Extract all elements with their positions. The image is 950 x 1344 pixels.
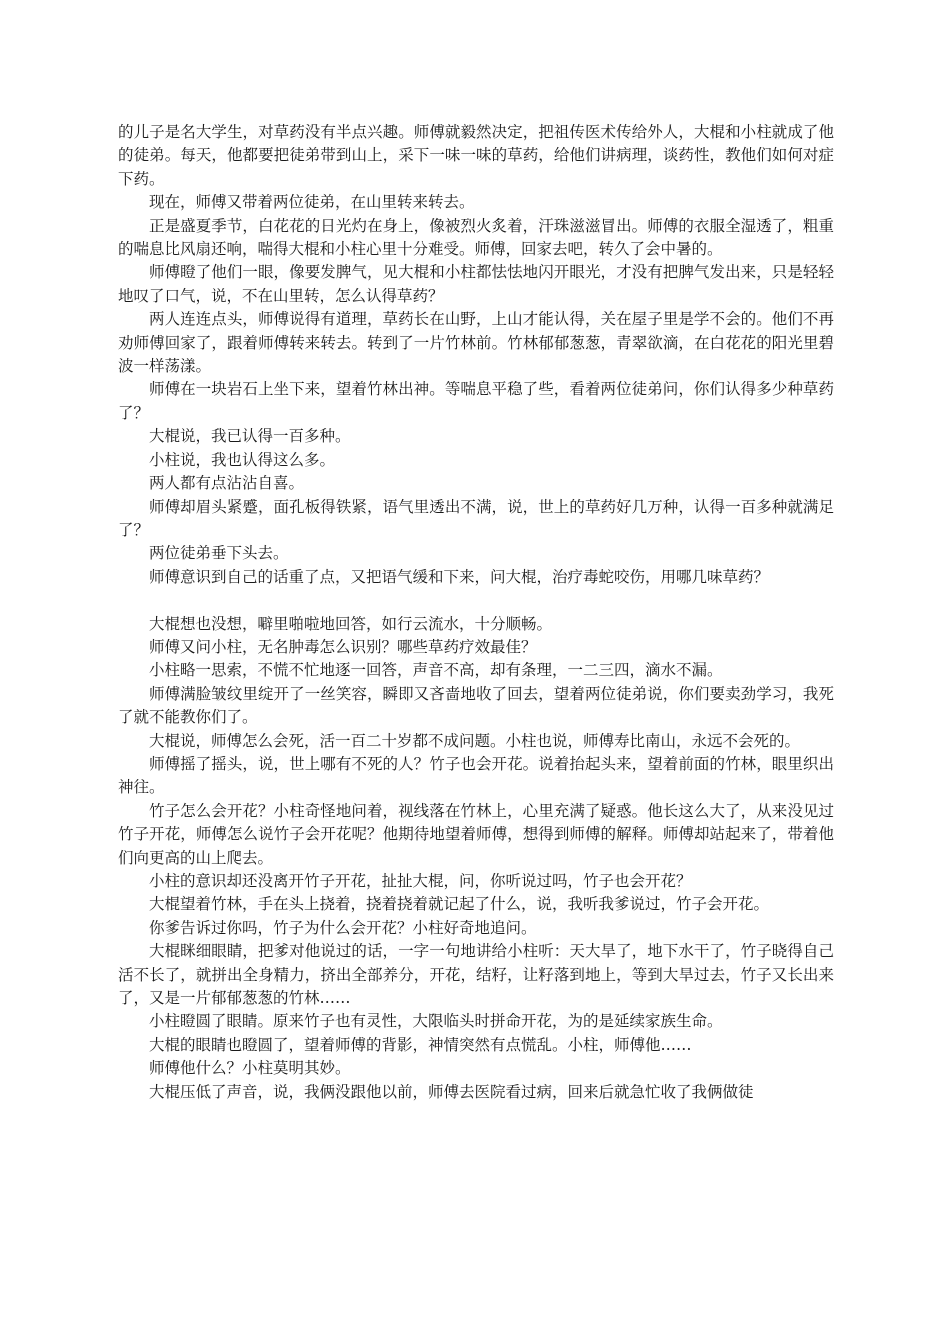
paragraph: 小柱说，我也认得这么多。 [149,450,336,469]
paragraph: 两位徒弟垂下头去。 [149,544,289,563]
paragraph-gap [118,589,834,612]
paragraph: 大棍的眼睛也瞪圆了，望着师傅的背影，神情突然有点慌乱。小柱，师傅他…… [149,1035,692,1054]
paragraph: 竹子怎么会开花？小柱奇怪地问着，视线落在竹林上，心里充满了疑惑。他长这么大了，从来没见过竹子开花，师傅怎么说竹子会开花呢？他期待地望着师傅，想得到师傅的解释。师傅却站起来了，带着他们向更高的山上爬去。 [118,801,834,867]
paragraph: 师傅瞪了他们一眼，像要发脾气，见大棍和小柱都怯怯地闪开眼光，才没有把脾气发出来，只是轻轻地叹了口气，说，不在山里转，怎么认得草药？ [118,263,834,305]
paragraph: 正是盛夏季节，白花花的日光灼在身上，像被烈火炙着，汗珠滋滋冒出。师傅的衣服全湿透了，粗重的喘息比风扇还响，喘得大棍和小柱心里十分难受。师傅，回家去吧，转久了会中暑的。 [118,216,834,259]
paragraph: 大棍说，师傅怎么会死，活一百二十岁都不成问题。小柱也说，师傅寿比南山，永远不会死的。 [149,731,801,750]
paragraph: 师傅满脸皱纹里绽开了一丝笑容，瞬即又吝啬地收了回去，望着两位徒弟说，你们要卖劲学习，我死了就不能教你们了。 [118,684,834,727]
paragraph: 大棍想也没想，噼里啪啦地回答，如行云流水，十分顺畅。 [149,614,553,633]
paragraph: 你爹告诉过你吗，竹子为什么会开花？小柱好奇地追问。 [149,918,537,937]
paragraph: 小柱略一思索，不慌不忙地逐一回答，声音不高，却有条理，一二三四，滴水不漏。 [149,661,723,680]
paragraph: 师傅却眉头紧蹙，面孔板得铁紧，语气里透出不满，说，世上的草药好几万种，认得一百多种就满足了？ [118,497,834,539]
paragraph: 师傅又问小柱，无名肿毒怎么识别？哪些草药疗效最佳？ [149,637,537,656]
paragraph: 师傅意识到自己的话重了点，又把语气缓和下来，问大棍，治疗毒蛇咬伤，用哪几味草药？ [149,567,770,586]
document-body [118,121,834,1104]
paragraph: 两人连连点头，师傅说得有道理，草药长在山野，上山才能认得，关在屋子里是学不会的。他们不再劝师傅回家了，跟着师傅转来转去。转到了一片竹林前。竹林郁郁葱葱，青翠欲滴，在白花花的阳光里碧波一样荡漾。 [118,310,834,376]
paragraph: 师傅在一块岩石上坐下来，望着竹林出神。等喘息平稳了些，看着两位徒弟问，你们认得多少种草药了？ [118,380,834,422]
paragraph: 的儿子是名大学生，对草药没有半点兴趣。师傅就毅然决定，把祖传医术传给外人，大棍和小柱就成了他的徒弟。每天，他都要把徒弟带到山上，采下一味一味的草药，给他们讲病理，谈药性，教他们如何对症下药。 [118,123,834,188]
paragraph: 大棍压低了声音，说，我俩没跟他以前，师傅去医院看过病，回来后就急忙收了我俩做徒 [149,1082,754,1101]
paragraph: 现在，师傅又带着两位徒弟，在山里转来转去。 [149,193,475,212]
paragraph: 两人都有点沾沾自喜。 [149,474,305,493]
paragraph: 大棍眯细眼睛，把爹对他说过的话，一字一句地讲给小柱听：天大旱了，地下水干了，竹子晓得自己活不长了，就拼出全身精力，挤出全部养分，开花，结籽，让籽落到地上，等到大旱过去，竹子又长出来了，又是一片郁郁葱葱的竹林…… [118,942,834,1008]
paragraph: 大棍说，我已认得一百多种。 [149,427,351,446]
paragraph: 小柱瞪圆了眼睛。原来竹子也有灵性，大限临头时拼命开花，为的是延续家族生命。 [149,1012,723,1031]
paragraph: 师傅摇了摇头，说，世上哪有不死的人？竹子也会开花。说着抬起头来，望着前面的竹林，眼里织出神往。 [118,754,834,797]
paragraph: 大棍望着竹林，手在头上挠着，挠着挠着就记起了什么，说，我听我爹说过，竹子会开花。 [149,895,770,914]
paragraph: 小柱的意识却还没离开竹子开花，扯扯大棍，问，你听说过吗，竹子也会开花？ [149,871,692,890]
paragraph: 师傅他什么？小柱莫明其妙。 [149,1059,351,1078]
